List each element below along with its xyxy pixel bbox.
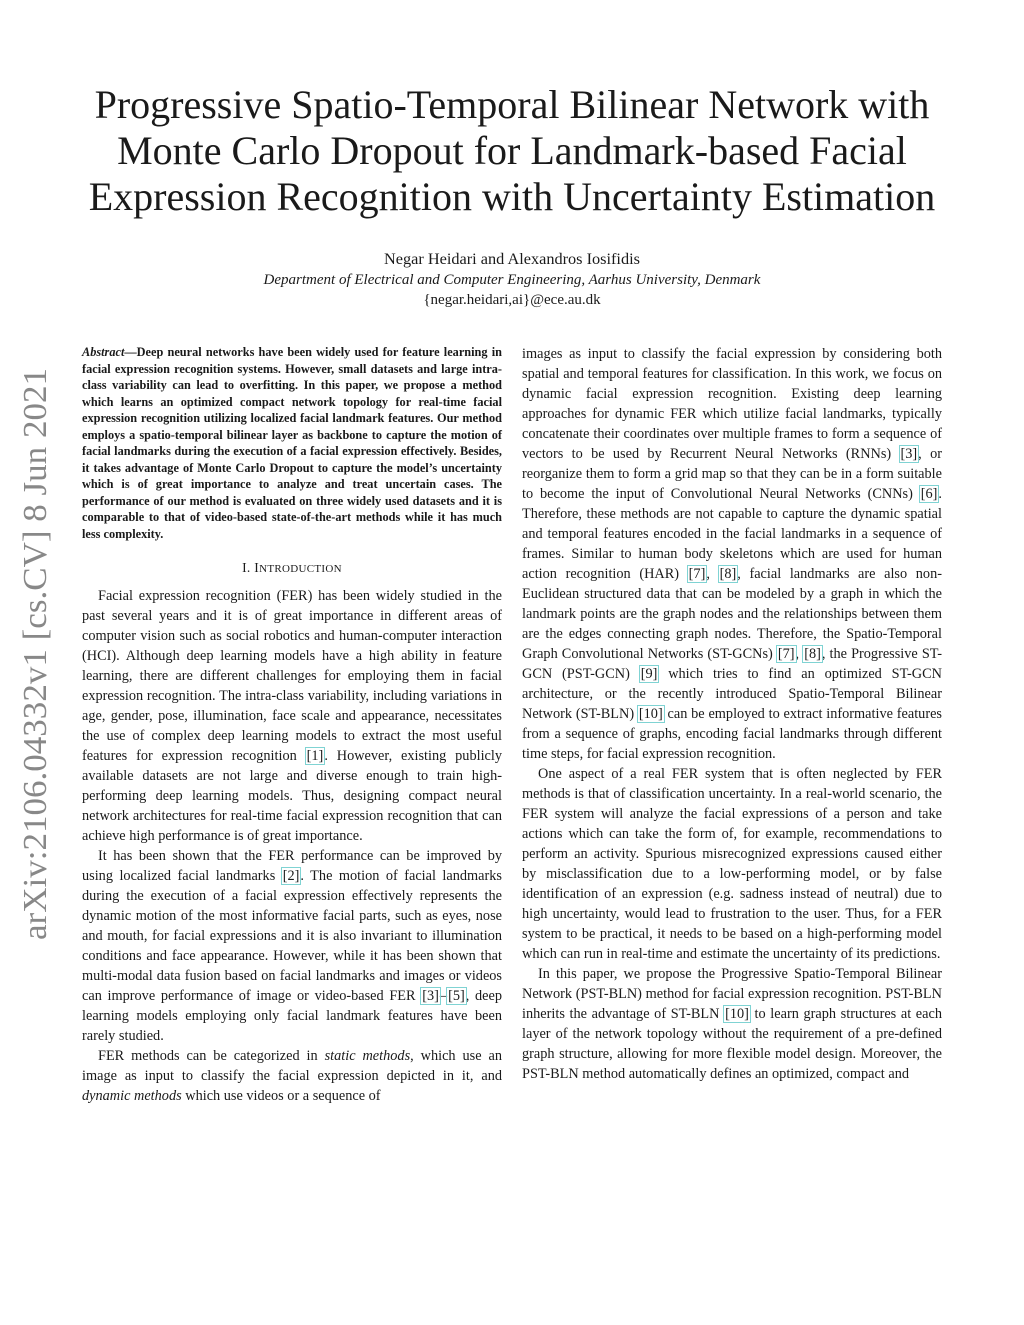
text-run: It has been shown that the FER performance can be improved by using localized facial landmarks [82, 848, 502, 884]
paragraph-intro-6 [522, 964, 942, 1084]
citation-link-8[interactable]: [8] [804, 646, 821, 662]
citation-link-7[interactable]: [7] [688, 566, 706, 582]
abstract-label: Abstract [82, 345, 125, 359]
right-column [522, 344, 942, 1084]
left-column [82, 344, 502, 1106]
text-run: Facial expression recognition (FER) has been widely studied in the past several years and it is of great importance in different areas of computer vision such as social robotics and human-computer interaction (HCI). Although deep learning models have a high ability in feature learning, there are different challenges for employing them in facial expression recognition. The intra-class variability, including variations in age, gender, pose, illumination, face scale and appearance, necessitates the use of complex deep learning models to extract the most useful features for expression recognition [82, 588, 502, 764]
abstract-text: Deep neural networks have been widely used for feature learning in facial expression recognition systems. However, small datasets and large intra-class variability can lead to overfitting. In this paper, we propose a method which learns an optimized compact network topology for real-time facial expression recognition utilizing localized facial landmark features. Our method employs a spatio-temporal bilinear layer as backbone to capture the motion of facial landmarks during the execution of a facial expression effectively. Besides, it takes advantage of Monte Carlo Dropout to capture the model’s uncertainty which is of great importance to analyze and treat uncertain cases. The performance of our method is evaluated on three widely used datasets and it is comparable to that of video-based state-of-the-art methods while it has much less complexity. [82, 345, 502, 541]
text-run: , the Progressive ST-GCN (PST-GCN) [522, 646, 942, 682]
author-names: Negar Heidari and Alexandros Iosifidis [384, 249, 640, 268]
citation-link-9[interactable]: [9] [640, 666, 658, 682]
text-run: images as input to classify the facial expression by considering both spatial and temporal features for classification. In this work, we focus on dynamic facial expression recognition. Existing deep learning approaches for dynamic FER which utilize facial landmarks, typically concatenate their coordinates over multiple frames to form a sequence of vectors to be used by Recurrent Neural Networks (RNNs) [522, 346, 942, 462]
section-title-initial: I [254, 560, 260, 575]
citation-link-10[interactable]: [10] [725, 1006, 749, 1022]
text-run: , facial landmarks are also non-Euclidean structured data that can be modeled by a graph in which the landmark points are the graph nodes and the relationships between them are the edges connecting graph nodes. Therefore, the Spatio-Temporal Graph Convolutional Networks (ST-GCNs) [522, 566, 942, 662]
text-run: . Therefore, these methods are not capable to capture the dynamic spatial and temporal features encoded in the facial landmarks in a sequence of frames. Similar to human body skeletons which are used for human action recognition (HAR) [522, 486, 942, 582]
title-line-3: Expression Recognition with Uncertainty Estimation [88, 174, 936, 219]
text-run: , deep learning models employing only facial landmark features have been rarely studied. [82, 988, 502, 1044]
text-run: , [795, 646, 804, 662]
abstract-block [82, 344, 502, 542]
citation-link-10[interactable]: [10] [638, 706, 663, 722]
citation-link-3[interactable]: [3] [422, 988, 439, 1004]
author-email: {negar.heidari,ai}@ece.au.dk [423, 292, 601, 308]
citation-link-5[interactable]: [5] [448, 988, 465, 1004]
paper-title [60, 82, 964, 220]
arxiv-identifier-text: arXiv:2106.04332v1 [cs.CV] 8 Jun 2021 [17, 392, 54, 940]
paragraph-intro-2 [82, 846, 502, 1046]
section-title-rest: NTRODUCTION [259, 563, 342, 575]
citation-link-3[interactable]: [3] [900, 446, 918, 462]
text-run: to learn graph structures at each layer of the network topology without the requirement of a pre-defined graph structure, allowing for more flexible model design. Moreover, the PST-BLN method automatically defines an optimized, compact and [522, 1006, 942, 1082]
citation-link-2[interactable]: [2] [282, 868, 300, 884]
emphasis-static-methods: static methods [324, 1048, 411, 1064]
text-run: which tries to find an optimized ST-GCN architecture, or the recently introduced Spatio-Temporal Bilinear Network (ST-BLN) [522, 666, 942, 722]
citation-link-6[interactable]: [6] [920, 486, 938, 502]
paragraph-intro-5 [522, 764, 942, 964]
citation-link-1[interactable]: [1] [306, 748, 324, 764]
arxiv-identifier-svg [15, 368, 55, 942]
author-affiliation: Department of Electrical and Computer Engineering, Aarhus University, Denmark [263, 272, 761, 288]
abstract-paragraph [82, 344, 502, 542]
title-line-2: Monte Carlo Dropout for Landmark-based Facial [117, 128, 907, 173]
text-run: which use videos or a sequence of [181, 1088, 381, 1104]
section-numeral: I. [242, 560, 255, 575]
text-run: In this paper, we propose the Progressive Spatio-Temporal Bilinear Network (PST-BLN) method for facial expression recognition. PST-BLN inherits the advantage of ST-BLN [522, 966, 942, 1022]
text-run: , [706, 566, 719, 582]
text-run: FER methods can be categorized in [98, 1048, 325, 1064]
paragraph-intro-3 [82, 1046, 502, 1106]
text-run: can be employed to extract informative features from a sequence of graphs, encoding facial landmarks through different time steps, for facial expression recognition. [522, 706, 942, 762]
section-heading-introduction [82, 542, 502, 586]
text-run: . However, existing publicly available datasets are not large and diverse enough to train high-performing deep learning models. Thus, designing compact neural network architectures for real-time facial expression recognition that can achieve high performance is of great importance. [82, 748, 503, 844]
paragraph-intro-1 [82, 586, 502, 846]
text-run: , or reorganize them to form a grid map so that they can be in a form suitable to become the input of Convolutional Neural Networks (CNNs) [522, 446, 942, 502]
text-run: One aspect of a real FER system that is often neglected by FER methods is that of classification uncertainty. In a real-world scenario, the FER system will analyze the facial expressions of a person and take actions which can take the form of, for example, recommendations to perform an activity. Spurious misrecognized expressions caused either by misclassification due to a low-performing model, or by false identification of an expression (e.g. sadness instead of neutral) due to high uncertainty, would lead to frustration to the user. Thus, for a FER system to be practical, it needs to be based on a high-performing model which can run in real-time and estimate the uncertainty of its predictions. [522, 766, 942, 962]
text-run: – [439, 988, 448, 1004]
paragraph-intro-4 [522, 344, 942, 764]
title-line-1: Progressive Spatio-Temporal Bilinear Network with [94, 82, 930, 127]
emphasis-dynamic-methods: dynamic methods [82, 1088, 182, 1104]
citation-link-8[interactable]: [8] [719, 566, 737, 582]
abstract-dash: — [124, 345, 137, 359]
text-run: . The motion of facial landmarks during the execution of a facial expression effectively represents the dynamic motion of the most informative facial parts, such as eyes, nose and mouth, for facial expressions and it is also invariant to illumination conditions and face appearance. However, while it has been shown that multi-modal data fusion based on facial landmarks and images or videos can improve performance of image or video-based FER [82, 868, 502, 1004]
text-run: , which use an image as input to classify the facial expression depicted in it, and [82, 1048, 502, 1084]
citation-link-7[interactable]: [7] [777, 646, 795, 662]
arxiv-identifier-stamp [15, 368, 55, 942]
